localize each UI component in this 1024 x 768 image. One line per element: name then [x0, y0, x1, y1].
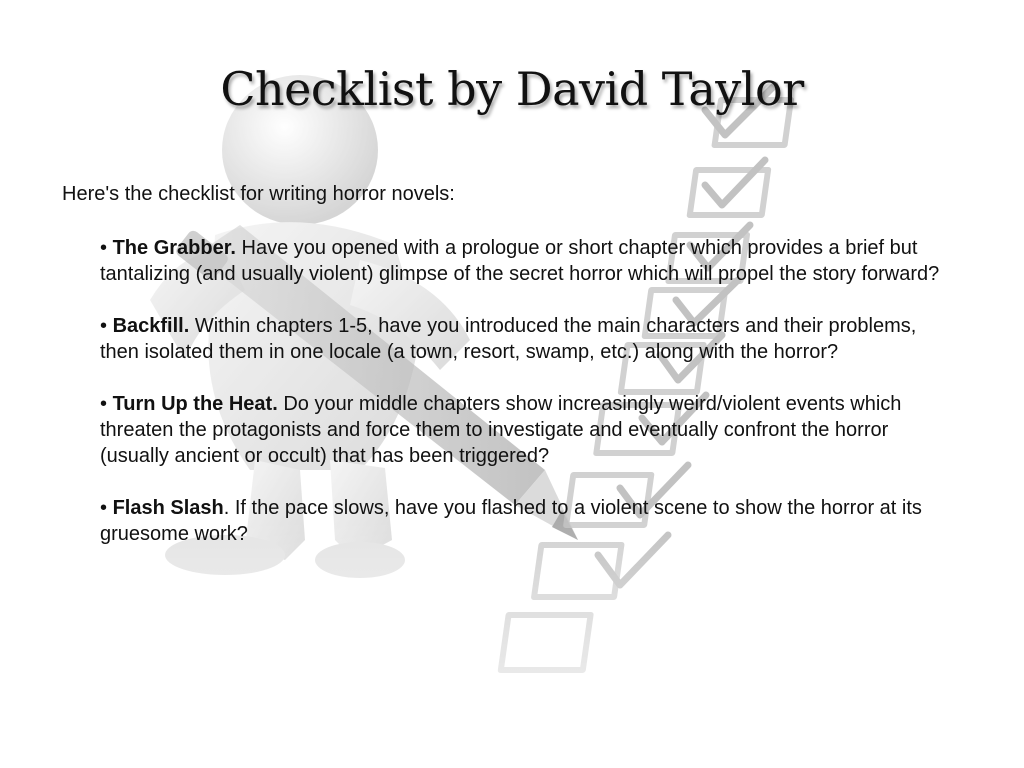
item-heading: Flash Slash	[112, 497, 224, 519]
item-text: . If the pace slows, have you flashed to a violent scene to show the horror at its gruesome work?	[100, 497, 922, 545]
item-text: Within chapters 1-5, have you introduced the main characters and their problems, then isolated them in one locale (a town, resort, swamp, etc.) along with the horror?	[100, 315, 917, 363]
bullet: •	[100, 237, 108, 259]
item-text: Do your middle chapters show increasingly weird/violent events which threaten the protagonists and force them to investigate and eventually confront the horror (usually ancient or occult) that has been triggered?	[100, 393, 902, 467]
intro-text: Here's the checklist for writing horror novels:	[62, 183, 455, 205]
slide-title: Checklist by David Taylor	[220, 62, 804, 116]
checklist-item	[100, 391, 960, 469]
item-heading: The Grabber.	[112, 237, 236, 259]
checklist-item	[100, 495, 960, 547]
item-heading: Turn Up the Heat.	[112, 393, 278, 415]
item-heading: Backfill.	[112, 315, 190, 337]
checklist-item	[100, 313, 960, 365]
bullet: •	[100, 393, 108, 415]
item-text: Have you opened with a prologue or short chapter which provides a brief but tantalizing (and usually violent) glimpse of the secret horror which will propel the story forward?	[100, 237, 940, 285]
checklist-item	[100, 235, 960, 287]
checklist	[100, 235, 960, 573]
bullet: •	[100, 497, 108, 519]
bullet: •	[100, 315, 108, 337]
